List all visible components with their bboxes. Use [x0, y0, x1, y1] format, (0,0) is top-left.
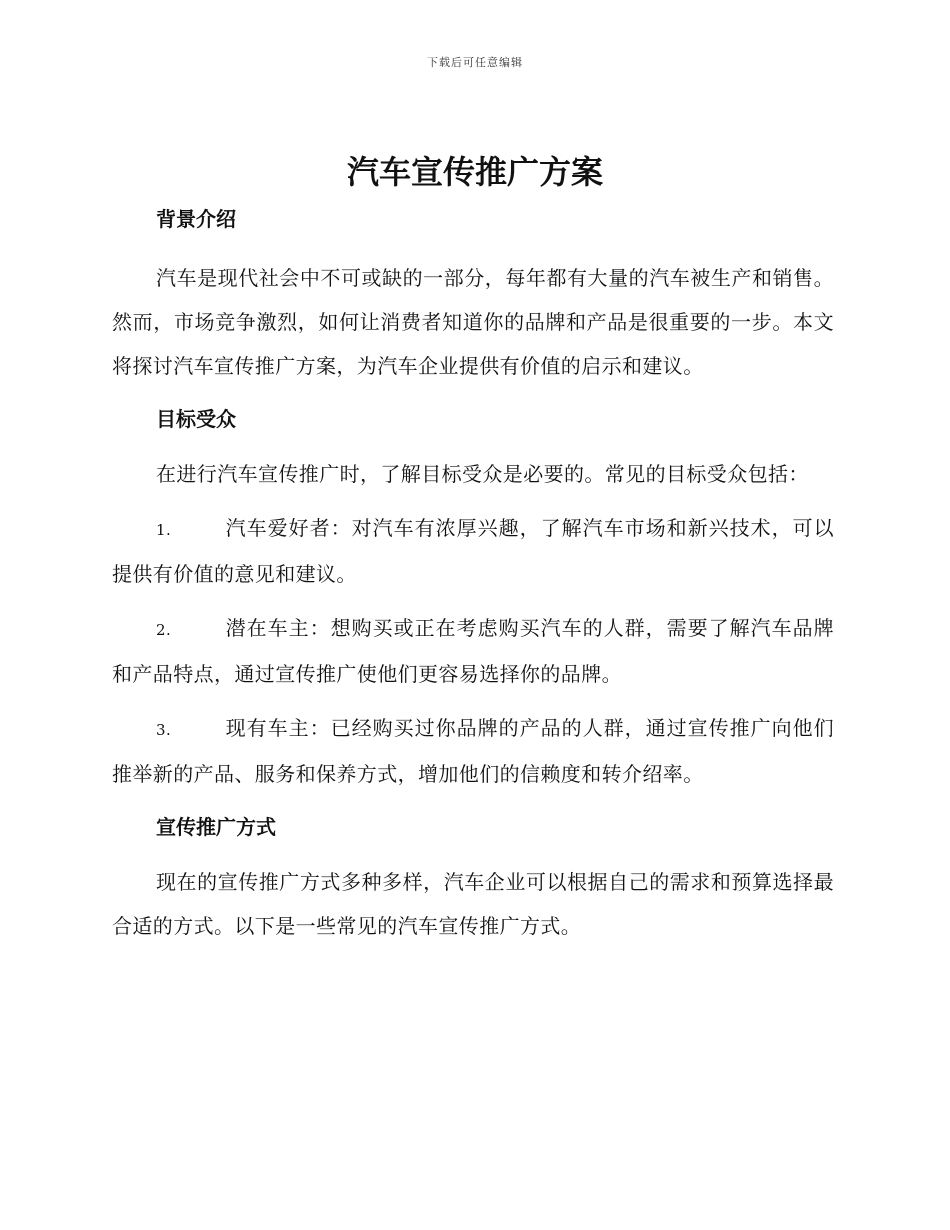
list-item — [112, 706, 834, 796]
document-body — [112, 204, 834, 948]
list-item — [112, 506, 834, 596]
section-paragraph-audience: 在进行汽车宣传推广时，了解目标受众是必要的。常见的目标受众包括： — [156, 462, 809, 486]
section-heading-methods: 宣传推广方式 — [156, 815, 276, 839]
section-paragraph-background: 汽车是现代社会中不可或缺的一部分，每年都有大量的汽车被生产和销售。然而，市场竞争激烈，如何让消费者知道你的品牌和产品是很重要的一步。本文将探讨汽车宣传推广方案，为汽车企业提供有价值的启示和建议。 — [112, 266, 834, 378]
list-item-text: 潜在车主：想购买或正在考虑购买汽车的人群，需要了解汽车品牌和产品特点，通过宣传推广使他们更容易选择你的品牌。 — [112, 616, 834, 686]
section-heading-background: 背景介绍 — [156, 207, 236, 231]
document-title: 汽车宣传推广方案 — [346, 153, 603, 191]
list-item-number: 3. — [156, 721, 172, 739]
section-paragraph-methods: 现在的宣传推广方式多种多样，汽车企业可以根据自己的需求和预算选择最合适的方式。以下是一些常见的汽车宣传推广方式。 — [112, 870, 834, 938]
list-item-text: 现有车主：已经购买过你品牌的产品的人群，通过宣传推广向他们推举新的产品、服务和保养方式，增加他们的信赖度和转介绍率。 — [112, 716, 834, 786]
list-item-number: 1. — [156, 521, 172, 539]
list-item-number: 2. — [156, 621, 172, 639]
list-item — [112, 606, 834, 696]
section-heading-audience: 目标受众 — [156, 407, 236, 431]
list-item-text: 汽车爱好者：对汽车有浓厚兴趣，了解汽车市场和新兴技术，可以提供有价值的意见和建议。 — [112, 516, 834, 586]
page-header: 下载后可任意编辑 — [427, 56, 523, 69]
